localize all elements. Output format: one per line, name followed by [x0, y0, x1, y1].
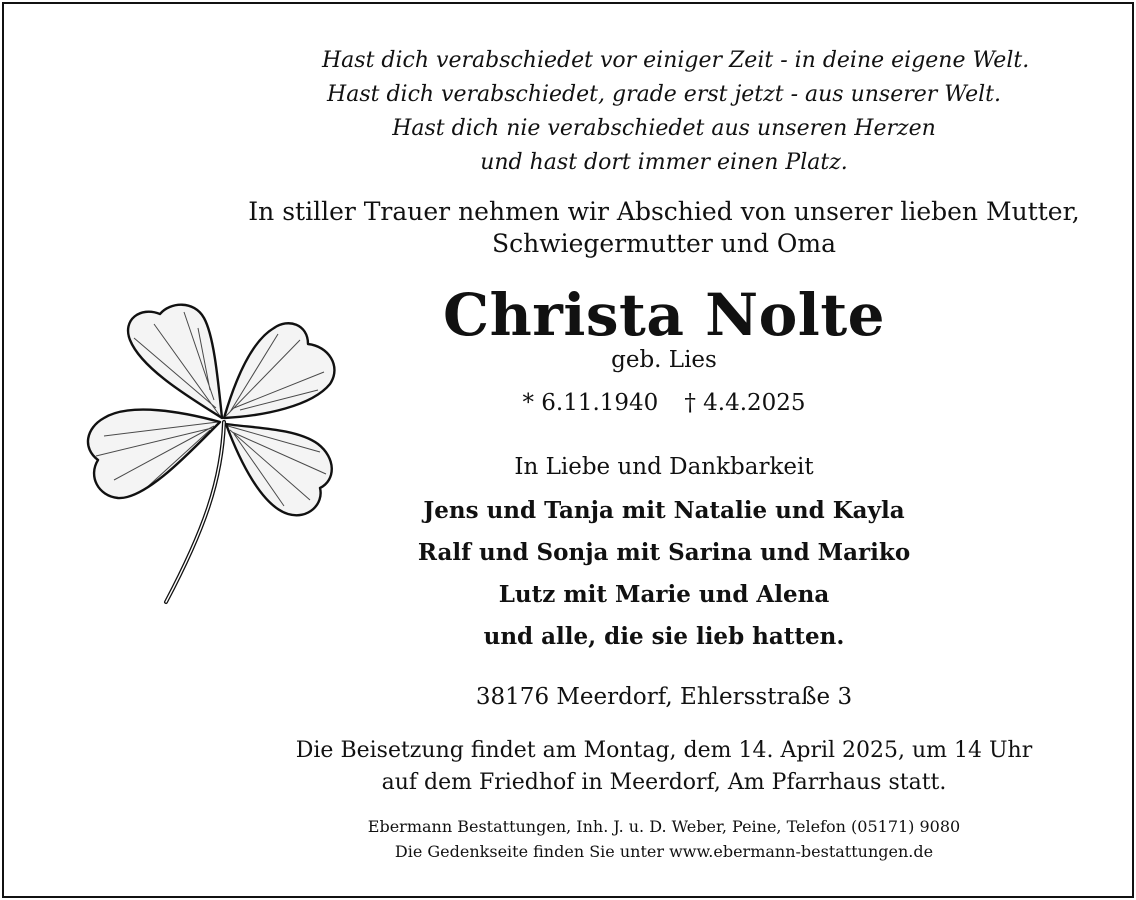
funeral-line-1: Die Beisetzung findet am Montag, dem 14. April 2025, um 14 Uhr	[295, 738, 1033, 763]
life-dates	[464, 387, 864, 419]
family-line: Jens und Tanja mit Natalie und Kayla	[423, 497, 905, 524]
funeral-home-line: Ebermann Bestattungen, Inh. J. u. D. Weber, Peine, Telefon (05171) 9080	[367, 817, 961, 836]
funeral-info	[244, 735, 1084, 799]
memorial-page-line: Die Gedenkseite finden Sie unter www.ebermann-bestattungen.de	[394, 842, 934, 861]
intro-line-1: In stiller Trauer nehmen wir Abschied von unserer lieben Mutter,	[248, 197, 1080, 226]
family-line: Ralf und Sonja mit Sarina und Mariko	[417, 539, 911, 566]
funeral-line-2: auf dem Friedhof in Meerdorf, Am Pfarrhaus statt.	[381, 770, 947, 795]
gratitude-line: In Liebe und Dankbarkeit	[514, 454, 814, 480]
poem-line: Hast dich verabschiedet, grade erst jetzt - aus unserer Welt.	[327, 82, 1001, 107]
poem-line: und hast dort immer einen Platz.	[480, 150, 848, 175]
death-date: † 4.4.2025	[684, 390, 806, 416]
obituary-notice	[2, 2, 1134, 898]
deceased-name: Christa Nolte	[442, 281, 886, 349]
birth-date: * 6.11.1940	[522, 390, 659, 416]
family-line: Lutz mit Marie und Alena	[498, 581, 830, 608]
address: 38176 Meerdorf, Ehlersstraße 3	[475, 684, 853, 710]
four-leaf-clover-icon	[74, 300, 364, 610]
intro-line-2: Schwiegermutter und Oma	[491, 229, 837, 258]
funeral-home-info	[294, 814, 1034, 864]
intro-text	[234, 196, 1094, 260]
poem-line: Hast dich verabschiedet vor einiger Zeit - in deine eigene Welt.	[322, 48, 1030, 73]
poem-line: Hast dich nie verabschiedet aus unseren Herzen	[392, 116, 936, 141]
family-list	[344, 490, 984, 658]
family-line: und alle, die sie lieb hatten.	[483, 623, 845, 650]
poem	[322, 44, 1030, 180]
birth-name: geb. Lies	[611, 347, 717, 373]
